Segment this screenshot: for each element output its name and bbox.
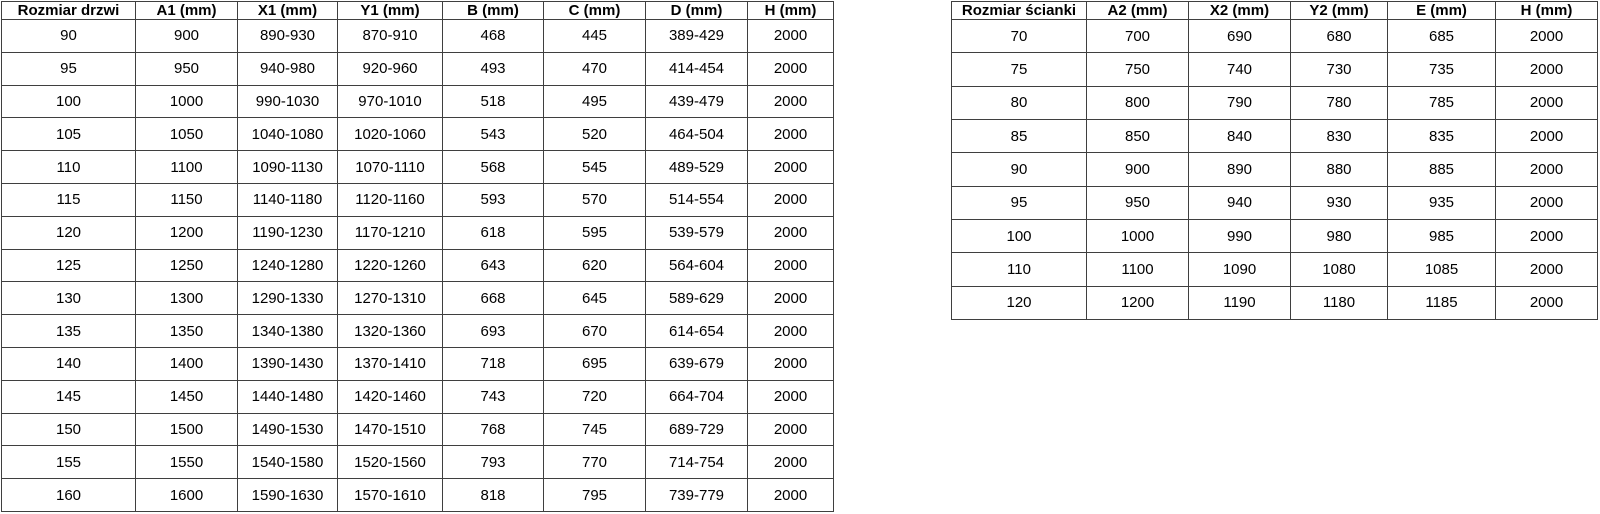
table-cell: 2000 (748, 151, 834, 184)
table-cell: 670 (544, 315, 646, 348)
table-cell: 145 (2, 380, 136, 413)
table-cell: 110 (2, 151, 136, 184)
table-cell: 840 (1189, 119, 1291, 152)
table-cell: 700 (1087, 20, 1189, 53)
column-header: A1 (mm) (136, 2, 238, 20)
table-cell: 2000 (748, 282, 834, 315)
table-cell: 830 (1291, 119, 1388, 152)
table-cell: 940-980 (238, 52, 338, 85)
table-row (952, 253, 1598, 286)
table-cell: 1240-1280 (238, 249, 338, 282)
table-cell: 870-910 (338, 20, 443, 53)
table-cell: 645 (544, 282, 646, 315)
column-header: H (mm) (748, 2, 834, 20)
column-header: A2 (mm) (1087, 2, 1189, 20)
table-cell: 800 (1087, 86, 1189, 119)
column-header: H (mm) (1496, 2, 1598, 20)
table-cell: 2000 (748, 216, 834, 249)
table-cell: 1090-1130 (238, 151, 338, 184)
table-cell: 1370-1410 (338, 347, 443, 380)
header-row (2, 2, 834, 20)
table-row (2, 20, 834, 53)
column-header: Rozmiar ścianki (952, 2, 1087, 20)
table-cell: 1400 (136, 347, 238, 380)
table-cell: 110 (952, 253, 1087, 286)
table-cell: 690 (1189, 20, 1291, 53)
table-cell: 1070-1110 (338, 151, 443, 184)
table-cell: 80 (952, 86, 1087, 119)
table-cell: 389-429 (646, 20, 748, 53)
table-cell: 743 (443, 380, 544, 413)
table-cell: 489-529 (646, 151, 748, 184)
table-row (2, 85, 834, 118)
table-cell: 2000 (748, 380, 834, 413)
table-row (2, 183, 834, 216)
column-header: E (mm) (1388, 2, 1496, 20)
table-cell: 1180 (1291, 286, 1388, 319)
table-row (2, 347, 834, 380)
table-cell: 2000 (748, 249, 834, 282)
table-cell: 2000 (1496, 119, 1598, 152)
table-cell: 1300 (136, 282, 238, 315)
table-cell: 990-1030 (238, 85, 338, 118)
table-cell: 1150 (136, 183, 238, 216)
table-cell: 900 (1087, 153, 1189, 186)
table-cell: 680 (1291, 20, 1388, 53)
table-row (2, 249, 834, 282)
wall-dimensions-table (951, 1, 1598, 320)
table-cell: 990 (1189, 219, 1291, 252)
table-cell: 940 (1189, 186, 1291, 219)
table-cell: 518 (443, 85, 544, 118)
table-cell: 643 (443, 249, 544, 282)
table-cell: 1420-1460 (338, 380, 443, 413)
table-cell: 1470-1510 (338, 413, 443, 446)
table-row (2, 216, 834, 249)
table-cell: 1550 (136, 446, 238, 479)
table-row (2, 282, 834, 315)
table-cell: 1190 (1189, 286, 1291, 319)
table-cell: 2000 (748, 347, 834, 380)
table-cell: 735 (1388, 53, 1496, 86)
column-header: Rozmiar drzwi (2, 2, 136, 20)
table-row (952, 20, 1598, 53)
table-cell: 714-754 (646, 446, 748, 479)
table-cell: 1600 (136, 479, 238, 512)
table-cell: 1100 (1087, 253, 1189, 286)
table-cell: 2000 (748, 20, 834, 53)
table-cell: 920-960 (338, 52, 443, 85)
table-cell: 818 (443, 479, 544, 512)
table-cell: 493 (443, 52, 544, 85)
table-row (952, 286, 1598, 319)
table-cell: 2000 (748, 85, 834, 118)
table-cell: 2000 (748, 118, 834, 151)
table-cell: 685 (1388, 20, 1496, 53)
table-cell: 1340-1380 (238, 315, 338, 348)
table-cell: 445 (544, 20, 646, 53)
table-row (952, 86, 1598, 119)
table-cell: 1080 (1291, 253, 1388, 286)
table-cell: 1085 (1388, 253, 1496, 286)
table-cell: 514-554 (646, 183, 748, 216)
table-cell: 2000 (748, 479, 834, 512)
column-header: Y2 (mm) (1291, 2, 1388, 20)
column-header: Y1 (mm) (338, 2, 443, 20)
table-cell: 1490-1530 (238, 413, 338, 446)
column-header: C (mm) (544, 2, 646, 20)
table-row (2, 380, 834, 413)
table-cell: 2000 (1496, 286, 1598, 319)
table-cell: 930 (1291, 186, 1388, 219)
table-cell: 1520-1560 (338, 446, 443, 479)
table-cell: 1450 (136, 380, 238, 413)
table-cell: 695 (544, 347, 646, 380)
table-row (2, 52, 834, 85)
table-cell: 468 (443, 20, 544, 53)
table-cell: 135 (2, 315, 136, 348)
table-cell: 1590-1630 (238, 479, 338, 512)
table-cell: 90 (952, 153, 1087, 186)
table-cell: 1290-1330 (238, 282, 338, 315)
table-cell: 539-579 (646, 216, 748, 249)
table-cell: 620 (544, 249, 646, 282)
table-cell: 125 (2, 249, 136, 282)
table-cell: 589-629 (646, 282, 748, 315)
table-cell: 745 (544, 413, 646, 446)
table-cell: 739-779 (646, 479, 748, 512)
table-cell: 70 (952, 20, 1087, 53)
table-cell: 2000 (748, 52, 834, 85)
table-cell: 1000 (136, 85, 238, 118)
table-cell: 2000 (748, 315, 834, 348)
table-cell: 970-1010 (338, 85, 443, 118)
table-cell: 2000 (1496, 253, 1598, 286)
table-cell: 2000 (1496, 186, 1598, 219)
table-cell: 155 (2, 446, 136, 479)
table-cell: 160 (2, 479, 136, 512)
table-cell: 1120-1160 (338, 183, 443, 216)
table-cell: 880 (1291, 153, 1388, 186)
table-cell: 900 (136, 20, 238, 53)
table-row (952, 186, 1598, 219)
table-cell: 464-504 (646, 118, 748, 151)
table-cell: 795 (544, 479, 646, 512)
table-cell: 2000 (1496, 219, 1598, 252)
table-cell: 593 (443, 183, 544, 216)
table-cell: 740 (1189, 53, 1291, 86)
table-cell: 1390-1430 (238, 347, 338, 380)
table-cell: 618 (443, 216, 544, 249)
table-cell: 768 (443, 413, 544, 446)
table-cell: 1170-1210 (338, 216, 443, 249)
table-cell: 90 (2, 20, 136, 53)
table-cell: 785 (1388, 86, 1496, 119)
table-cell: 1570-1610 (338, 479, 443, 512)
table-cell: 100 (2, 85, 136, 118)
column-header: B (mm) (443, 2, 544, 20)
table-cell: 1440-1480 (238, 380, 338, 413)
table-cell: 2000 (1496, 20, 1598, 53)
table-cell: 790 (1189, 86, 1291, 119)
table-row (952, 119, 1598, 152)
table-row (952, 53, 1598, 86)
column-header: D (mm) (646, 2, 748, 20)
table-row (2, 118, 834, 151)
table-cell: 950 (136, 52, 238, 85)
table-row (952, 219, 1598, 252)
table-cell: 1350 (136, 315, 238, 348)
table-cell: 985 (1388, 219, 1496, 252)
table-cell: 568 (443, 151, 544, 184)
table-cell: 545 (544, 151, 646, 184)
table-cell: 850 (1087, 119, 1189, 152)
table-cell: 95 (952, 186, 1087, 219)
table-cell: 100 (952, 219, 1087, 252)
table-cell: 950 (1087, 186, 1189, 219)
table-cell: 495 (544, 85, 646, 118)
table-cell: 718 (443, 347, 544, 380)
table-cell: 730 (1291, 53, 1388, 86)
table-cell: 95 (2, 52, 136, 85)
table-cell: 543 (443, 118, 544, 151)
table-cell: 75 (952, 53, 1087, 86)
table-cell: 1200 (1087, 286, 1189, 319)
table-cell: 1185 (1388, 286, 1496, 319)
table-cell: 689-729 (646, 413, 748, 446)
table-cell: 639-679 (646, 347, 748, 380)
table-cell: 2000 (1496, 86, 1598, 119)
table-cell: 2000 (1496, 53, 1598, 86)
table-row (2, 413, 834, 446)
table-cell: 835 (1388, 119, 1496, 152)
table-cell: 595 (544, 216, 646, 249)
table-cell: 890 (1189, 153, 1291, 186)
column-header: X2 (mm) (1189, 2, 1291, 20)
table-cell: 668 (443, 282, 544, 315)
table-row (2, 446, 834, 479)
table-cell: 2000 (748, 413, 834, 446)
door-dimensions-table (1, 1, 834, 512)
table-cell: 720 (544, 380, 646, 413)
table-row (2, 479, 834, 512)
table-cell: 1100 (136, 151, 238, 184)
table-cell: 890-930 (238, 20, 338, 53)
table-cell: 2000 (748, 446, 834, 479)
table-cell: 2000 (1496, 153, 1598, 186)
table-cell: 1220-1260 (338, 249, 443, 282)
table-cell: 414-454 (646, 52, 748, 85)
table-cell: 105 (2, 118, 136, 151)
table-cell: 1500 (136, 413, 238, 446)
table-cell: 140 (2, 347, 136, 380)
table-cell: 1040-1080 (238, 118, 338, 151)
table-cell: 980 (1291, 219, 1388, 252)
table-cell: 570 (544, 183, 646, 216)
table-cell: 1000 (1087, 219, 1189, 252)
table-cell: 520 (544, 118, 646, 151)
table-cell: 150 (2, 413, 136, 446)
table-cell: 750 (1087, 53, 1189, 86)
table-cell: 1320-1360 (338, 315, 443, 348)
table-cell: 885 (1388, 153, 1496, 186)
table-cell: 614-654 (646, 315, 748, 348)
table-cell: 470 (544, 52, 646, 85)
table-cell: 439-479 (646, 85, 748, 118)
table-cell: 1270-1310 (338, 282, 443, 315)
table-cell: 115 (2, 183, 136, 216)
table-cell: 1020-1060 (338, 118, 443, 151)
table-cell: 770 (544, 446, 646, 479)
table-cell: 130 (2, 282, 136, 315)
table-cell: 120 (2, 216, 136, 249)
table-cell: 1250 (136, 249, 238, 282)
table-row (952, 153, 1598, 186)
table-row (2, 315, 834, 348)
table-cell: 935 (1388, 186, 1496, 219)
table-cell: 2000 (748, 183, 834, 216)
table-cell: 1140-1180 (238, 183, 338, 216)
table-cell: 1090 (1189, 253, 1291, 286)
table-cell: 564-604 (646, 249, 748, 282)
table-cell: 1200 (136, 216, 238, 249)
table-cell: 120 (952, 286, 1087, 319)
table-cell: 693 (443, 315, 544, 348)
table-row (2, 151, 834, 184)
table-cell: 664-704 (646, 380, 748, 413)
table-cell: 1540-1580 (238, 446, 338, 479)
table-cell: 1050 (136, 118, 238, 151)
header-row (952, 2, 1598, 20)
table-cell: 85 (952, 119, 1087, 152)
table-cell: 780 (1291, 86, 1388, 119)
table-cell: 793 (443, 446, 544, 479)
column-header: X1 (mm) (238, 2, 338, 20)
table-cell: 1190-1230 (238, 216, 338, 249)
